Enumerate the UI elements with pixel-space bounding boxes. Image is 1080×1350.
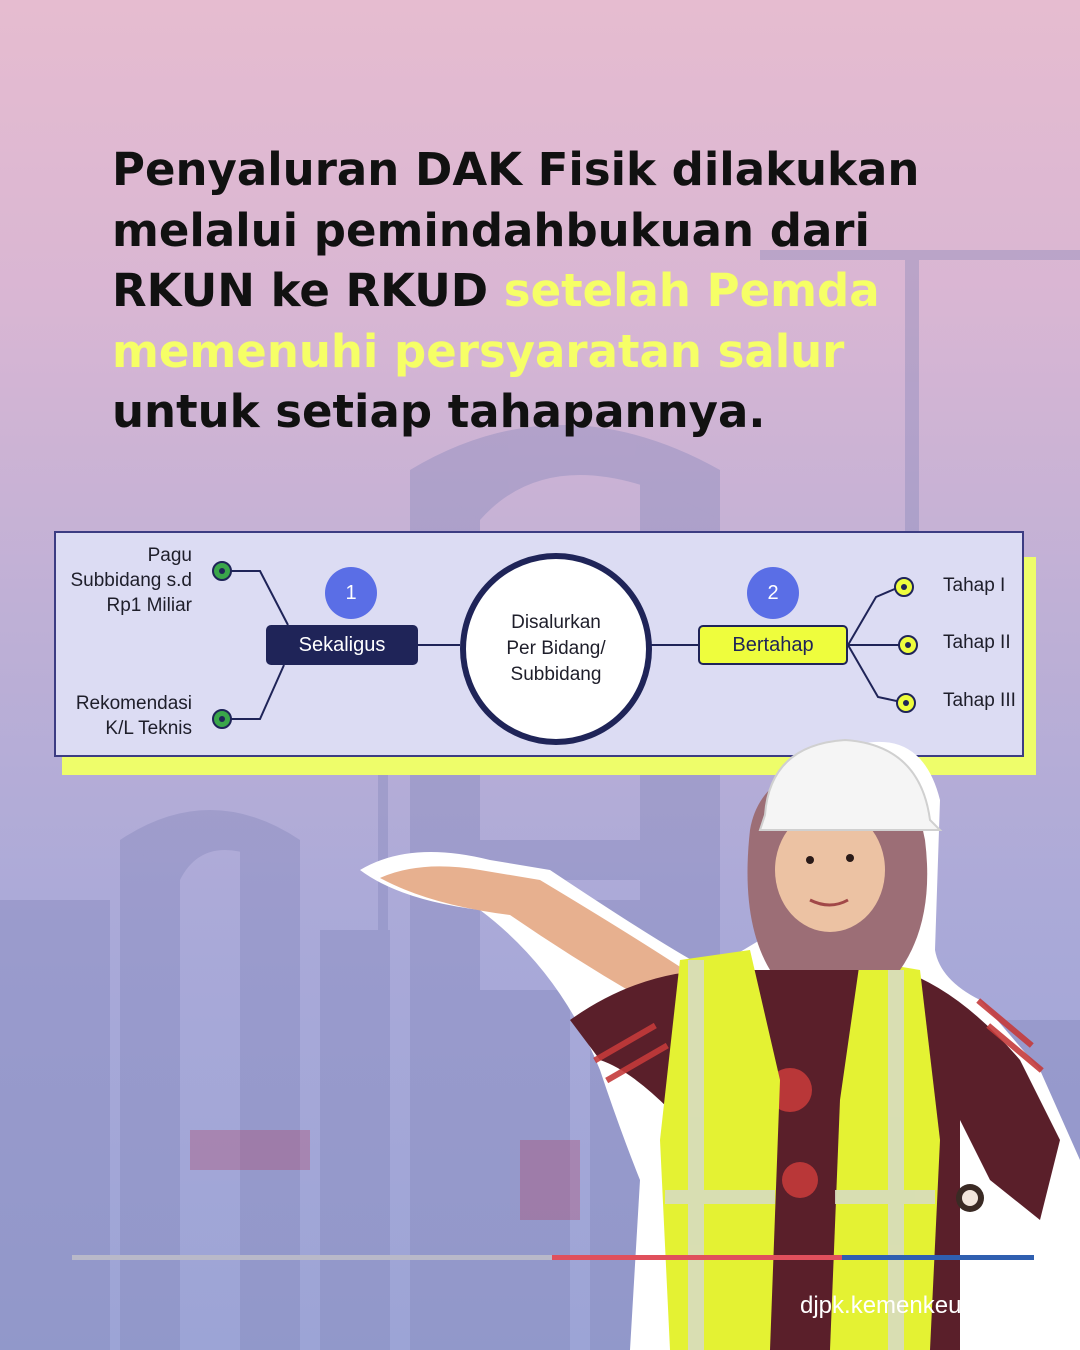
hub-label: Disalurkan Per Bidang/ Subbidang	[506, 612, 606, 685]
bertahap-box: Bertahap	[698, 625, 848, 665]
hub-circle	[460, 553, 652, 745]
headline	[112, 140, 972, 443]
label-pagu-subbidang: Pagu Subbidang s.d Rp1 Miliar	[70, 545, 192, 616]
headline-text-end: untuk setiap tahapannya.	[112, 385, 766, 438]
footer-bar-blue	[842, 1255, 1034, 1260]
website-url[interactable]: djpk.kemenkeu.go.id	[800, 1292, 1021, 1319]
label-tahap-1: Tahap I	[943, 575, 1006, 596]
sekaligus-box: Sekaligus	[266, 625, 418, 665]
label-tahap-2: Tahap II	[943, 632, 1011, 653]
footer-color-bar	[72, 1255, 1034, 1260]
step-2-badge: 2	[747, 567, 799, 619]
headline-text-start: Penyaluran DAK Fisik dilakukan melalui pemindahbukuan dari RKUN ke RKUD	[112, 143, 920, 317]
headline-highlight: setelah Pemda memenuhi persyaratan salur	[112, 264, 880, 378]
footer-bar-gray	[72, 1255, 552, 1260]
step-1-badge: 1	[325, 567, 377, 619]
label-tahap-3: Tahap III	[943, 690, 1016, 711]
label-rekomendasi: Rekomendasi K/L Teknis	[75, 693, 192, 739]
footer-bar-red	[552, 1255, 842, 1260]
